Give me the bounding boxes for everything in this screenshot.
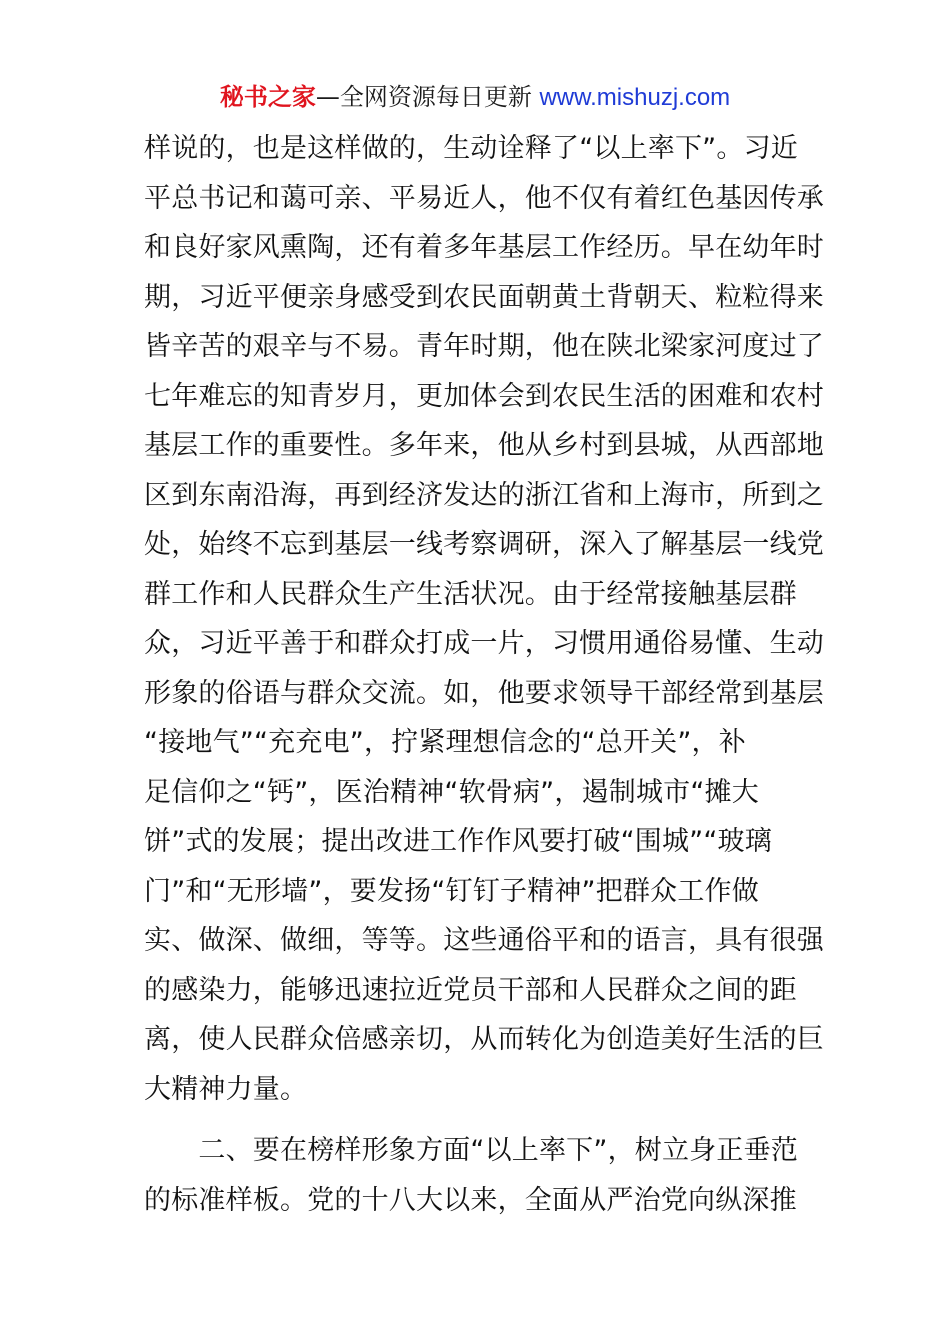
paragraph-2 (144, 1126, 814, 1225)
text-line: 的标准样板。党的十八大以来，全面从严治党向纵深推 (144, 1184, 797, 1216)
text-line: 皆辛苦的艰辛与不易。青年时期，他在陕北梁家河度过了 (144, 331, 824, 362)
site-url-link[interactable]: www.mishuzj.com (539, 84, 731, 111)
text-line: 众，习近平善于和群众打成一片，习惯用通俗易懂、生动 (144, 628, 824, 659)
text-line: 样说的，也是这样做的，生动诠释了“以上率下”。习近 (144, 133, 798, 164)
text-line: 大精神力量。 (144, 1073, 308, 1105)
text-line: 区到东南沿海，再到经济发达的浙江省和上海市，所到之 (144, 479, 824, 511)
text-line: 二、要在榜样形象方面“以上率下”，树立身正垂范 (144, 1135, 798, 1166)
text-line: 处，始终不忘到基层一线考察调研，深入了解基层一线党 (144, 529, 824, 560)
text-line: 平总书记和蔼可亲、平易近人，他不仅有着红色基因传承 (144, 182, 824, 214)
document-body (144, 124, 824, 1225)
text-line: 离，使人民群众倍感亲切，从而转化为创造美好生活的巨 (144, 1024, 824, 1055)
brand-name: 秘书之家 (219, 83, 316, 111)
text-line: “接地气”“充充电”，拧紧理想信念的“总开关”，补 (144, 727, 746, 758)
site-header (0, 80, 950, 115)
text-line: 基层工作的重要性。多年来，他从乡村到县城，从西部地 (144, 430, 824, 461)
paragraph-1 (144, 124, 824, 1114)
text-line: 饼”式的发展；提出改进工作作风要打破“围城”“玻璃 (144, 826, 772, 857)
site-tagline: —全网资源每日更新 (315, 83, 540, 111)
text-line: 的感染力，能够迅速拉近党员干部和人民群众之间的距 (144, 974, 797, 1006)
text-line: 七年难忘的知青岁月，更加体会到农民生活的困难和农村 (144, 380, 824, 412)
text-line: 门”和“无形墙”，要发扬“钉钉子精神”把群众工作做 (144, 875, 759, 907)
text-line: 群工作和人民群众生产生活状况。由于经常接触基层群 (144, 578, 797, 610)
text-line: 足信仰之“钙”，医治精神“软骨病”，遏制城市“摊大 (144, 776, 759, 808)
text-line: 期，习近平便亲身感受到农民面朝黄土背朝天、粒粒得来 (144, 281, 824, 313)
text-line: 和良好家风熏陶，还有着多年基层工作经历。早在幼年时 (144, 232, 824, 263)
text-line: 实、做深、做细，等等。这些通俗平和的语言，具有很强 (144, 925, 824, 956)
text-line: 形象的俗语与群众交流。如，他要求领导干部经常到基层 (144, 677, 824, 709)
